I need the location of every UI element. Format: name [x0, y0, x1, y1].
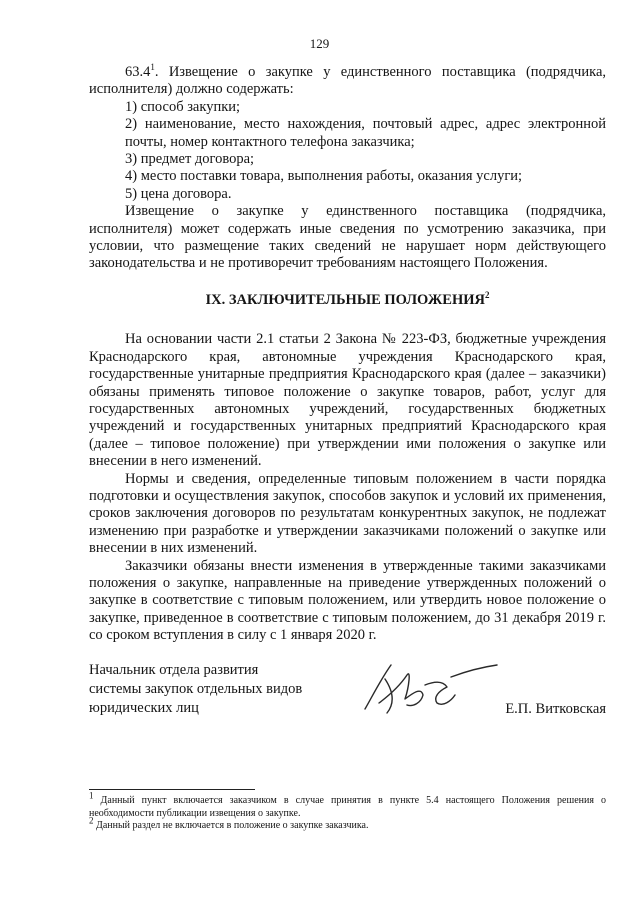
footnote-mark: 1 [89, 790, 94, 801]
list-item-2: 2) наименование, место нахождения, почтовый адрес, адрес электронной почты, номер контактного телефона заказчика; [125, 116, 606, 150]
page-number: 129 [309, 36, 330, 51]
list-item-1: 1) способ закупки; [125, 98, 241, 115]
signatory-title-line: Начальник отдела развития [89, 662, 259, 678]
footnotes [89, 790, 606, 833]
footnote-ref-1: 1 [150, 62, 155, 73]
section-heading [89, 292, 606, 309]
paragraph-3: Заказчики обязаны внести изменения в утвержденные такими заказчиками положения о закупке, направленные на приведение утвержденных положений о закупке в соответствие с типовым положением, или утвердить новое положение о закупке, приведенное в соответствие с типовым положением, до 31 декабря 2019 г. со сроком вступления в силу с 1 января 2020 г. [89, 557, 606, 644]
list-item-4: 4) место поставки товара, выполнения работы, оказания услуги; [125, 168, 523, 185]
handwritten-signature [351, 657, 501, 719]
section-heading-text: IX. ЗАКЛЮЧИТЕЛЬНЫЕ ПОЛОЖЕНИЯ [205, 291, 485, 308]
intro-text: . Извещение о закупке у единственного поставщика (подрядчика, исполнителя) должно содержать: [89, 64, 606, 98]
footnote-divider [89, 789, 255, 790]
after-items-paragraph: Извещение о закупке у единственного поставщика (подрядчика, исполнителя) может содержать иные сведения по усмотрению заказчика, при условии, что размещение таких сведений не нарушает норм действующего законодательства и не противоречит требованиям настоящего Положения. [89, 203, 606, 272]
paragraph-2: Нормы и сведения, определенные типовым положением в части порядка подготовки и осуществления закупок, способов закупок и условий их применения, сроков заключения договоров по результатам конкурентных закупок, не подлежат изменению при разработке и утверждении заказчиками положений о закупке или внесении в них изменений. [89, 470, 606, 557]
signatory-title-line: системы закупок отдельных видов [89, 681, 303, 697]
signatory-name: Е.П. Витковская [505, 701, 606, 717]
footnote-2 [89, 815, 606, 833]
footnote-1 [89, 790, 606, 820]
footnote-text: Данный раздел не включается в положение о закупке заказчика. [93, 820, 369, 831]
clause-number: 63.4 [125, 64, 151, 80]
list-item-3: 3) предмет договора; [125, 151, 255, 168]
paragraph-1: На основании части 2.1 статьи 2 Закона № 223-ФЗ, бюджетные учреждения Краснодарского края, автономные учреждения Краснодарского края, государственные унитарные предприятия Краснодарского края (далее – заказчики) обязаны применять типовое положение о закупке товаров, работ, услуг для государственных автономных учреждений, государственных бюджетных учреждений и государственных унитарных предприятий Краснодарского края (далее – типовое положение) при утверждении ими положения о закупке или внесении в него изменений. [89, 331, 606, 470]
footnote-ref-2: 2 [484, 290, 490, 301]
signatory-title-line: юридических лиц [89, 700, 199, 716]
footnote-mark: 2 [89, 815, 94, 826]
intro-paragraph [89, 64, 606, 99]
document-body [89, 64, 606, 645]
list-item-5: 5) цена договора. [125, 185, 232, 202]
signature-block [89, 661, 606, 731]
footnote-text: Данный пункт включается заказчиком в случае принятия в пункте 5.4 настоящего Положения решения о необходимости публикации извещения о закупке. [89, 795, 606, 819]
